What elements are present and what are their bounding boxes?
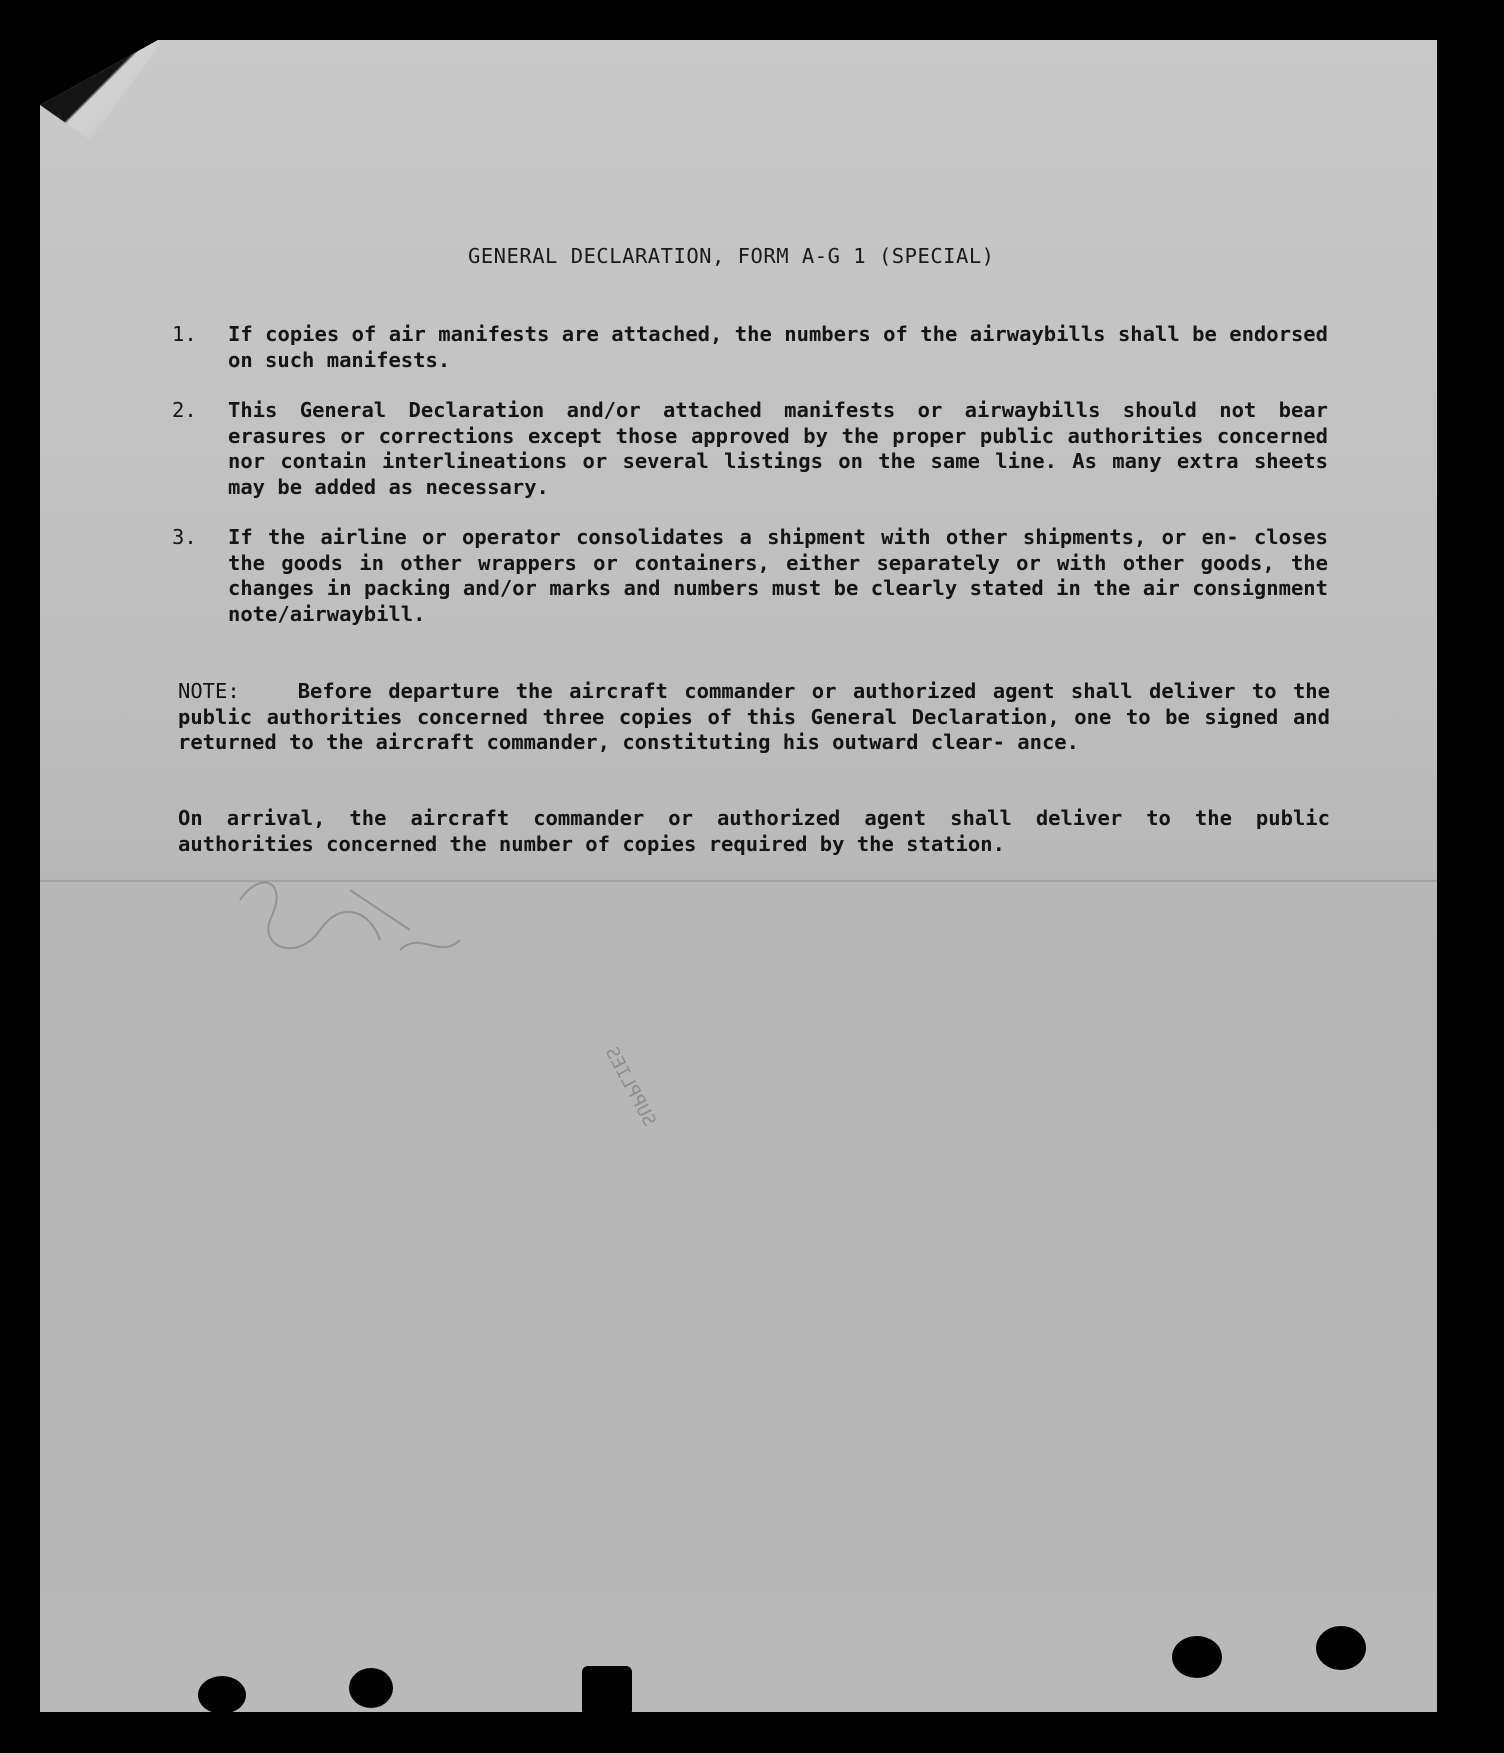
item-text: This General Declaration and/or attached manifests or airwaybills should not bear erasures or corrections except those approved by the proper public authorities concerned nor contain interlineations or several listings on the same line. As many extra sheets may be added as necessary. [228,398,1328,499]
document-title: GENERAL DECLARATION, FORM A-G 1 (SPECIAL) [468,244,995,268]
punch-hole [198,1676,246,1714]
faint-stamp: SUPPLIES [600,1043,660,1130]
item-number: 3. [172,525,197,549]
item-number: 2. [172,398,197,422]
item-text: If copies of air manifests are attached, the numbers of the airwaybills shall be endorsed on such manifests. [228,322,1328,372]
note-label: NOTE: [178,679,240,703]
note-text: Before departure the aircraft commander or authorized agent shall deliver to the public authorities concerned three copies of this General Declaration, one to be signed and returned to the aircraft commander, constituting his outward clear- ance. [178,679,1330,754]
punch-hole [349,1668,393,1708]
punch-hole [1172,1636,1222,1678]
item-number: 1. [172,322,197,346]
note-paragraph [178,679,1330,756]
arrival-paragraph: On arrival, the aircraft commander or authorized agent shall deliver to the public authorities concerned the number of copies required by the station. [178,806,1330,856]
item-text: If the airline or operator consolidates a shipment with other shipments, or en- closes the goods in other wrappers or containers, either separately or with other goods, the changes in packing and/or marks and numbers must be clearly stated in the air consignment note/airwaybill. [228,525,1328,626]
punch-hole [582,1666,632,1716]
punch-hole [1316,1626,1366,1670]
faint-signature [230,860,490,980]
